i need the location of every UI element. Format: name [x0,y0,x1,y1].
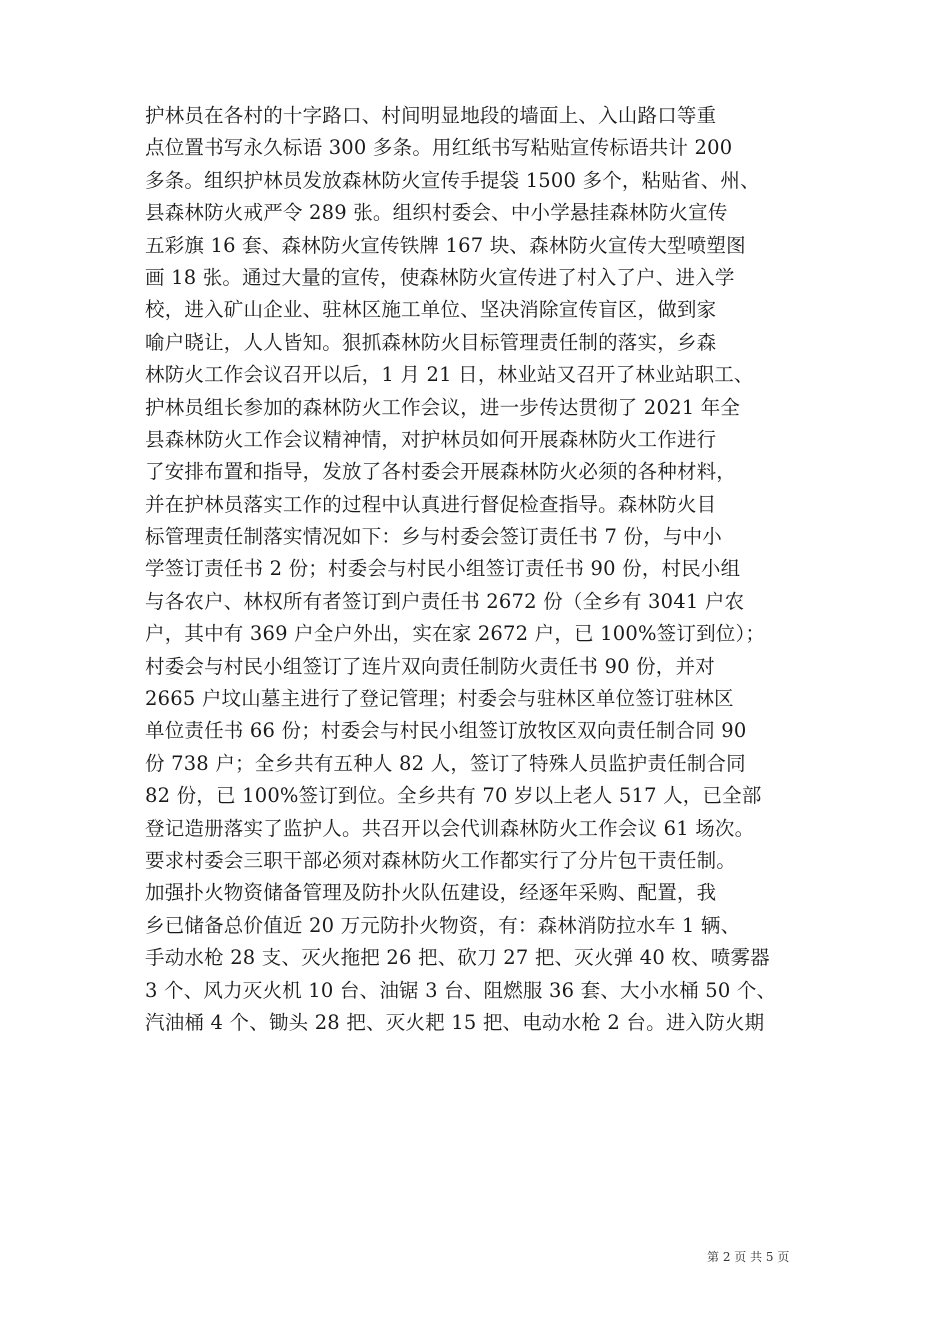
text-line: 户，其中有 369 户全户外出，实在家 2672 户，已 100%签订到位）； [145,622,766,646]
text-line: 点位置书写永久标语 300 多条。用红纸书写粘贴宣传标语共计 200 [145,136,733,160]
text-line: 喻户晓让，人人皆知。狠抓森林防火目标管理责任制的落实，乡森 [145,330,717,354]
text-line: 3 个、风力灭火机 10 台、油锯 3 台、阻燃服 36 套、大小水桶 50 个、 [145,978,777,1002]
text-line: 82 份，已 100%签订到位。全乡共有 70 岁以上老人 517 人，已全部 [145,784,762,808]
text-line: 并在护林员落实工作的过程中认真进行督促检查指导。森林防火目 [145,492,717,516]
text-line: 份 738 户；全乡共有五种人 82 人，签订了特殊人员监护责任制合同 [145,751,746,775]
text-line: 校，进入矿山企业、驻林区施工单位、坚决消除宣传盲区，做到家 [145,298,717,322]
text-line: 了安排布置和指导，发放了各村委会开展森林防火必须的各种材料， [145,460,737,484]
text-line: 手动水枪 28 支、灭火拖把 26 把、砍刀 27 把、灭火弹 40 枚、喷雾器 [145,946,770,970]
text-line: 护林员组长参加的森林防火工作会议，进一步传达贯彻了 2021 年全 [145,395,741,419]
text-line: 学签订责任书 2 份；村委会与村民小组签订责任书 90 份，村民小组 [145,557,741,581]
text-line: 画 18 张。通过大量的宣传，使森林防火宣传进了村入了户、进入学 [145,265,735,289]
text-line: 林防火工作会议召开以后，1 月 21 日，林业站又召开了林业站职工、 [145,363,754,387]
text-line: 村委会与村民小组签订了连片双向责任制防火责任书 90 份，并对 [145,654,715,678]
text-line: 护林员在各村的十字路口、村间明显地段的墙面上、入山路口等重 [145,104,717,127]
text-line: 县森林防火工作会议精神情，对护林员如何开展森林防火工作进行 [145,427,717,451]
text-line: 登记造册落实了监护人。共召开以会代训森林防火工作会议 61 场次。 [145,816,755,840]
text-line: 加强扑火物资储备管理及防扑火队伍建设，经逐年采购、配置，我 [145,881,717,905]
text-line: 与各农户、林权所有者签订到户责任书 2672 份（全乡有 3041 户农 [145,589,745,613]
page-number-footer: 第 2 页 共 5 页 [707,1250,790,1264]
text-line: 标管理责任制落实情况如下：乡与村委会签订责任书 7 份，与中小 [145,525,723,549]
body-text [145,100,815,1039]
text-line: 2665 户坟山墓主进行了登记管理；村委会与驻林区单位签订驻林区 [145,687,734,711]
text-line: 单位责任书 66 份；村委会与村民小组签订放牧区双向责任制合同 90 [145,719,747,743]
text-line: 五彩旗 16 套、森林防火宣传铁牌 167 块、森林防火宣传大型喷塑图 [145,233,746,257]
text-line: 汽油桶 4 个、锄头 28 把、灭火耙 15 把、电动水枪 2 台。进入防火期 [145,1010,765,1034]
text-line: 乡已储备总价值近 20 万元防扑火物资，有：森林消防拉水车 1 辆、 [145,913,741,937]
text-line: 多条。组织护林员发放森林防火宣传手提袋 1500 多个，粘贴省、州、 [145,168,760,192]
text-line: 要求村委会三职干部必须对森林防火工作都实行了分片包干责任制。 [145,848,737,872]
text-line: 县森林防火戒严令 289 张。组织村委会、中小学悬挂森林防火宣传 [145,201,728,225]
